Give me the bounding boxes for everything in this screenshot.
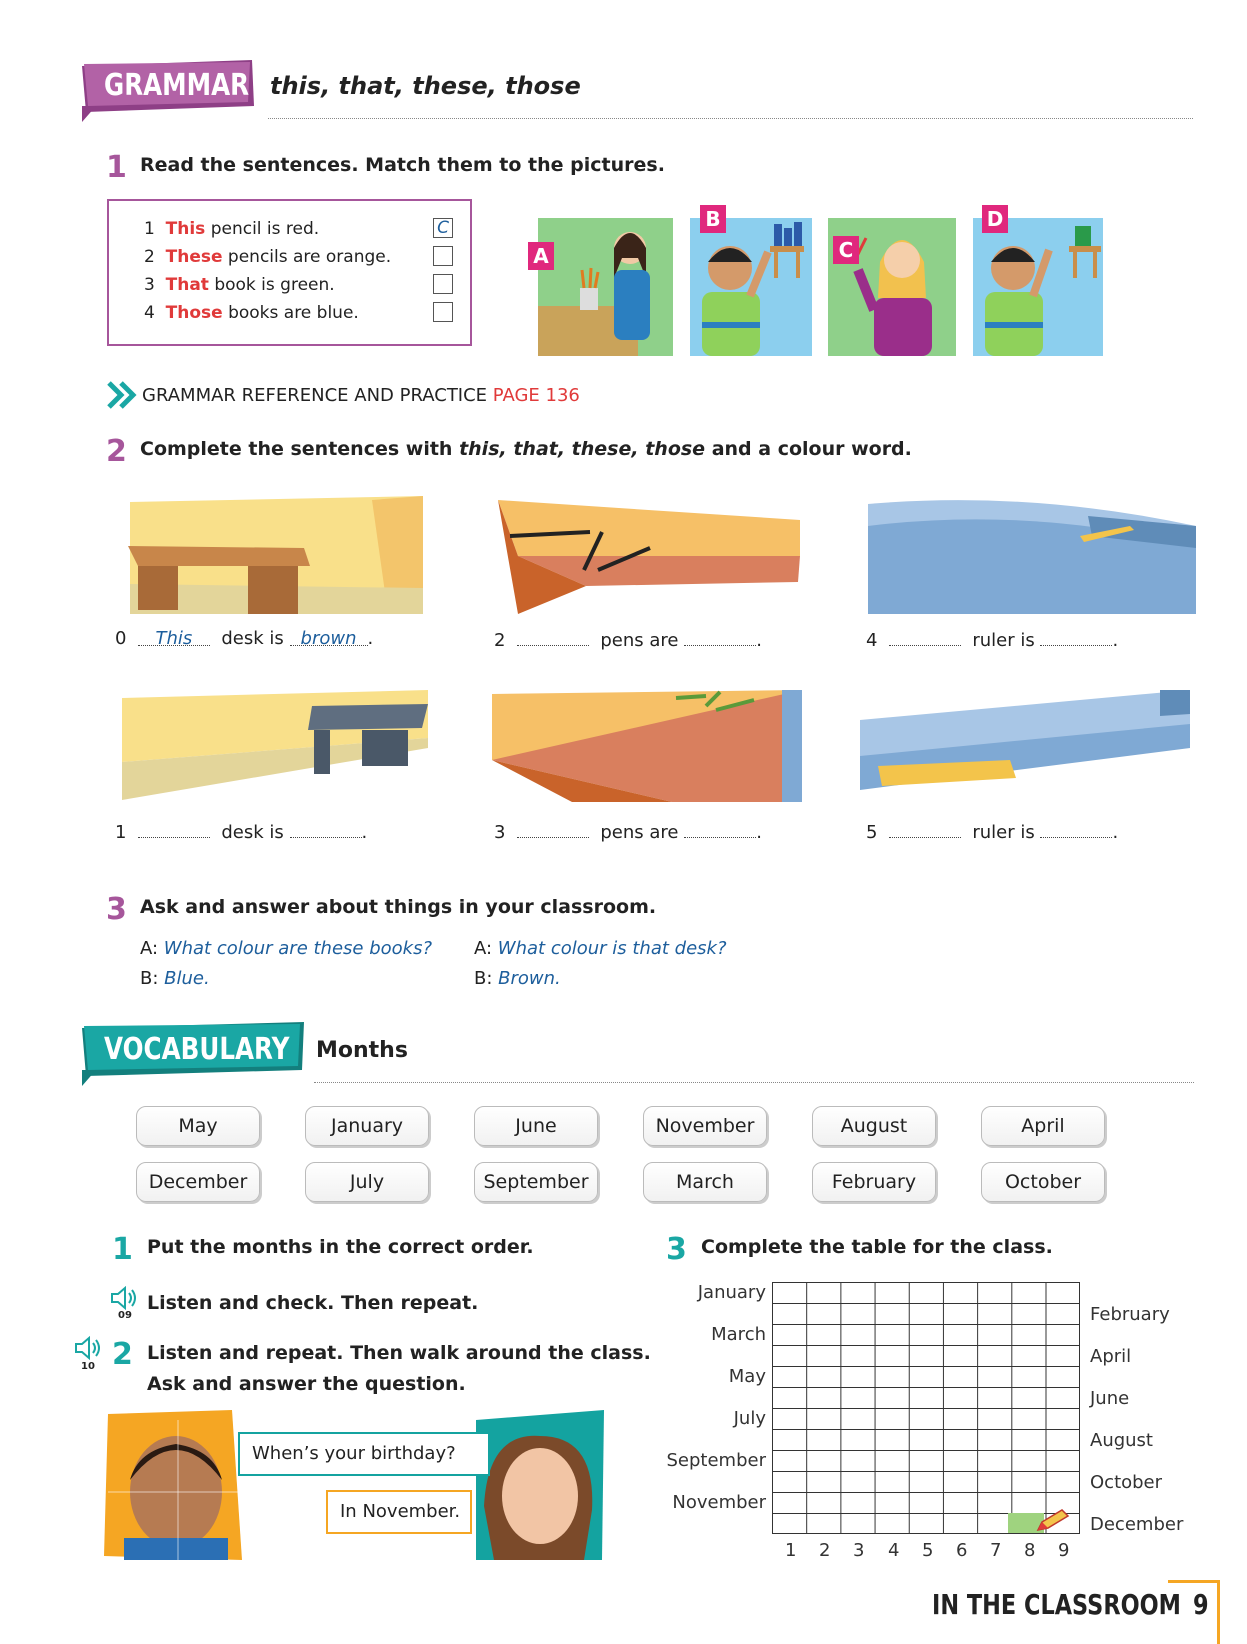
birthday-grid[interactable] bbox=[772, 1282, 1080, 1534]
picture-b bbox=[690, 218, 812, 356]
grid-label-march: March bbox=[711, 1324, 766, 1345]
picture-d bbox=[973, 218, 1103, 356]
sentence-2: 2 These pencils are orange. bbox=[144, 247, 392, 267]
vocab-ex2-number: 2 bbox=[112, 1337, 133, 1372]
sentence-1: 1 This pencil is red. bbox=[144, 219, 320, 239]
vocab-ex1-listen: Listen and check. Then repeat. bbox=[147, 1292, 479, 1314]
grid-label-august: August bbox=[1090, 1430, 1153, 1451]
month-december[interactable]: December bbox=[136, 1162, 260, 1202]
ex2-item-1: 1 desk is . bbox=[115, 822, 368, 843]
picture-b-illustration bbox=[690, 218, 812, 356]
vocab-ex2-instruction-1: Listen and repeat. Then walk around the class. bbox=[147, 1342, 651, 1364]
vocab-ex1-number: 1 bbox=[112, 1232, 133, 1267]
grid-label-july: July bbox=[733, 1408, 766, 1429]
ex2-instruction: Complete the sentences with this, that, these, those and a colour word. bbox=[140, 438, 912, 460]
grammar-banner-label: GRAMMAR bbox=[104, 68, 250, 103]
grammar-reference[interactable]: GRAMMAR REFERENCE AND PRACTICE PAGE 136 bbox=[142, 385, 580, 406]
ex2-picture-0 bbox=[128, 496, 423, 614]
grid-col-7: 7 bbox=[990, 1540, 1002, 1561]
sentence-3: 3 That book is green. bbox=[144, 275, 335, 295]
dialog-2-b: B: Brown. bbox=[474, 968, 561, 989]
ex1-number: 1 bbox=[106, 150, 127, 185]
grid-label-january: January bbox=[697, 1282, 766, 1303]
month-july[interactable]: July bbox=[305, 1162, 429, 1202]
vocab-ex2-instruction-2: Ask and answer the question. bbox=[147, 1373, 466, 1395]
picture-a bbox=[538, 218, 673, 356]
month-may[interactable]: May bbox=[136, 1106, 260, 1146]
grammar-banner bbox=[82, 60, 262, 120]
grid-label-november: November bbox=[672, 1492, 766, 1513]
ex2-number: 2 bbox=[106, 434, 127, 469]
vocab-ex3-number: 3 bbox=[666, 1232, 687, 1267]
vocabulary-banner bbox=[82, 1022, 304, 1088]
vocabulary-subtitle: Months bbox=[316, 1038, 408, 1063]
pencil-icon bbox=[1036, 1508, 1070, 1532]
footer-title: IN THE CLASSROOM bbox=[932, 1588, 1181, 1621]
month-february[interactable]: February bbox=[812, 1162, 936, 1202]
ex2-item-0: 0 This desk is brown . bbox=[115, 628, 374, 649]
answer-box-1[interactable]: C bbox=[433, 218, 453, 238]
grid-col-1: 1 bbox=[785, 1540, 797, 1561]
double-chevron-icon bbox=[106, 380, 138, 415]
picture-letter-c: C bbox=[833, 236, 859, 264]
dialog-1-a: A: What colour are these books? bbox=[140, 938, 433, 959]
vocab-ex1-instruction: Put the months in the correct order. bbox=[147, 1236, 534, 1258]
grid-col-8: 8 bbox=[1024, 1540, 1036, 1561]
grammar-rule bbox=[268, 118, 1193, 119]
speech-bubble-question: When’s your birthday? bbox=[238, 1432, 490, 1476]
grid-col-6: 6 bbox=[956, 1540, 968, 1561]
ex2-item-2: 2 pens are . bbox=[494, 630, 762, 651]
dialog-1-b: B: Blue. bbox=[140, 968, 210, 989]
month-june[interactable]: June bbox=[474, 1106, 598, 1146]
ex2-picture-2 bbox=[498, 496, 800, 614]
grid-col-3: 3 bbox=[853, 1540, 865, 1561]
ex2-item-5: 5 ruler is . bbox=[866, 822, 1119, 843]
grid-label-may: May bbox=[728, 1366, 766, 1387]
ex2-item-3: 3 pens are . bbox=[494, 822, 762, 843]
month-january[interactable]: January bbox=[305, 1106, 429, 1146]
answer-box-3[interactable] bbox=[433, 274, 453, 294]
picture-letter-d: D bbox=[982, 205, 1008, 233]
vocabulary-banner-label: VOCABULARY bbox=[104, 1032, 290, 1067]
ex3-instruction: Ask and answer about things in your classroom. bbox=[140, 896, 657, 918]
ex2-picture-1 bbox=[122, 690, 428, 800]
month-march[interactable]: March bbox=[643, 1162, 767, 1202]
ex3-number: 3 bbox=[106, 892, 127, 927]
grid-col-9: 9 bbox=[1058, 1540, 1070, 1561]
ex2-item-4: 4 ruler is . bbox=[866, 630, 1119, 651]
grid-col-5: 5 bbox=[922, 1540, 934, 1561]
answer-box-4[interactable] bbox=[433, 302, 453, 322]
track-number-10: 10 bbox=[81, 1361, 95, 1372]
ex2-picture-4 bbox=[868, 496, 1196, 614]
ex1-instruction: Read the sentences. Match them to the pictures. bbox=[140, 154, 665, 176]
speech-bubble-answer: In November. bbox=[326, 1490, 472, 1534]
grid-label-june: June bbox=[1090, 1388, 1130, 1409]
picture-letter-b: B bbox=[700, 205, 726, 233]
dialog-2-a: A: What colour is that desk? bbox=[474, 938, 727, 959]
page-number: 9 bbox=[1193, 1588, 1209, 1621]
ex2-picture-3 bbox=[492, 690, 802, 802]
grid-label-december: December bbox=[1090, 1514, 1184, 1535]
month-april[interactable]: April bbox=[981, 1106, 1105, 1146]
track-number-09: 09 bbox=[118, 1310, 132, 1321]
grid-label-april: April bbox=[1090, 1346, 1132, 1367]
month-october[interactable]: October bbox=[981, 1162, 1105, 1202]
grid-col-4: 4 bbox=[888, 1540, 900, 1561]
ex1-sentence-box bbox=[107, 199, 472, 346]
vocab-ex3-instruction: Complete the table for the class. bbox=[701, 1236, 1053, 1258]
picture-a-illustration bbox=[538, 218, 673, 356]
grammar-subtitle: this, that, these, those bbox=[270, 72, 581, 100]
grid-label-october: October bbox=[1090, 1472, 1163, 1493]
sentence-4: 4 Those books are blue. bbox=[144, 303, 359, 323]
picture-d-illustration bbox=[973, 218, 1103, 356]
vocabulary-rule bbox=[314, 1082, 1194, 1083]
month-august[interactable]: August bbox=[812, 1106, 936, 1146]
ex2-picture-5 bbox=[860, 690, 1190, 790]
picture-letter-a: A bbox=[528, 242, 554, 270]
month-september[interactable]: September bbox=[474, 1162, 598, 1202]
answer-box-2[interactable] bbox=[433, 246, 453, 266]
grid-label-february: February bbox=[1090, 1304, 1170, 1325]
grid-col-2: 2 bbox=[819, 1540, 831, 1561]
grid-label-september: September bbox=[666, 1450, 766, 1471]
month-november[interactable]: November bbox=[643, 1106, 767, 1146]
